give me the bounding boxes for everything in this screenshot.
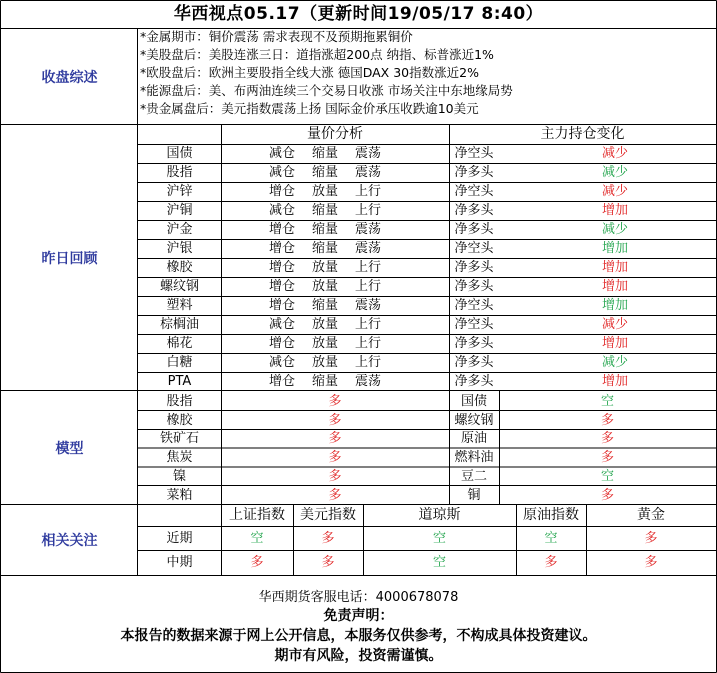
position-change-type: 减仓 (268, 146, 295, 161)
model-left-signal: 多 (328, 487, 342, 503)
holding-change: 减少 (601, 165, 628, 180)
holding-change: 增加 (601, 241, 628, 256)
model-left-name: 股指 (166, 394, 193, 409)
price-trend: 震荡 (354, 241, 381, 256)
summary-block (140, 28, 714, 124)
focus-term-label: 中期 (166, 555, 193, 570)
net-position: 净多头 (454, 203, 494, 218)
focus-signal: 多 (321, 531, 335, 546)
net-position: 净多头 (454, 222, 494, 237)
price-trend: 上行 (354, 184, 381, 199)
model-left-signal: 多 (328, 412, 342, 428)
price-trend: 震荡 (354, 298, 381, 313)
summary-line-energy: *能源盘后：美、布两油连续三个交易日收涨 市场关注中东地缘局势 (140, 83, 513, 98)
net-position: 净多头 (454, 355, 494, 370)
position-change-type: 减仓 (268, 203, 295, 218)
position-change-type: 增仓 (268, 241, 295, 256)
net-position: 净多头 (454, 374, 494, 389)
volume-change-type: 缩量 (311, 203, 338, 218)
holding-change: 增加 (601, 298, 628, 313)
focus-term-label: 近期 (166, 531, 193, 546)
volume-change-type: 放量 (311, 260, 338, 275)
focus-signal: 多 (250, 555, 264, 570)
col-header-position: 主力持仓变化 (540, 126, 625, 142)
holding-change: 减少 (601, 355, 628, 370)
volume-change-type: 缩量 (311, 298, 338, 313)
holding-change: 增加 (601, 336, 628, 351)
model-left-name: 橡胶 (166, 412, 193, 428)
model-right-name: 原油 (460, 431, 487, 447)
volume-change-type: 放量 (311, 355, 338, 370)
position-change-type: 增仓 (268, 222, 295, 237)
net-position: 净空头 (454, 146, 494, 161)
position-change-type: 增仓 (268, 184, 295, 199)
commodity-name: 沪铜 (166, 203, 193, 218)
focus-col-header: 美元指数 (300, 507, 356, 523)
price-trend: 震荡 (354, 222, 381, 237)
section-model-label: 模型 (2, 392, 137, 504)
model-left-name: 铁矿石 (159, 431, 199, 447)
col-header-analysis: 量价分析 (307, 126, 363, 142)
holding-change: 减少 (601, 222, 628, 237)
section-summary-label: 收盘综述 (2, 29, 137, 124)
volume-change-type: 缩量 (311, 165, 338, 180)
position-change-type: 增仓 (268, 374, 295, 389)
commodity-name: 沪金 (166, 222, 193, 237)
focus-col-header: 原油指数 (523, 507, 579, 523)
model-right-name: 铜 (467, 487, 481, 503)
focus-signal: 多 (321, 555, 335, 570)
focus-col-header: 上证指数 (229, 507, 285, 523)
focus-signal: 多 (644, 531, 658, 546)
hotline-text: 华西期货客服电话：4000678078 (258, 590, 459, 604)
volume-change-type: 缩量 (311, 241, 338, 256)
model-left-name: 菜粕 (166, 487, 193, 503)
volume-change-type: 缩量 (311, 146, 338, 161)
holding-change: 减少 (601, 317, 628, 332)
holding-change: 增加 (601, 374, 628, 389)
commodity-name: PTA (167, 374, 192, 389)
net-position: 净空头 (454, 317, 494, 332)
net-position: 净多头 (454, 260, 494, 275)
position-change-type: 减仓 (268, 165, 295, 180)
model-right-signal: 多 (600, 412, 614, 428)
model-left-name: 焦炭 (166, 450, 193, 466)
position-change-type: 增仓 (268, 336, 295, 351)
price-trend: 上行 (354, 279, 381, 294)
disclaimer-text: 本报告的数据来源于网上公开信息，本服务仅供参考，不构成具体投资建议。 (120, 628, 597, 643)
focus-col-header: 道琼斯 (418, 507, 461, 523)
focus-signal: 多 (644, 555, 658, 570)
commodity-name: 沪银 (166, 241, 193, 256)
position-change-type: 减仓 (268, 355, 295, 370)
commodity-name: 白糖 (166, 355, 193, 370)
model-left-signal: 多 (328, 468, 342, 484)
commodity-name: 股指 (166, 165, 193, 180)
volume-change-type: 放量 (311, 279, 338, 294)
price-trend: 震荡 (354, 374, 381, 389)
model-right-signal: 多 (600, 431, 614, 447)
model-left-signal: 多 (328, 450, 342, 466)
commodity-name: 沪锌 (166, 184, 193, 199)
summary-line-us-stocks: *美股盘后：美股连涨三日：道指涨超200点 纳指、标普涨近1% (140, 47, 494, 62)
risk-warning: 期市有风险，投资需谨慎。 (274, 648, 443, 663)
holding-change: 减少 (601, 146, 628, 161)
volume-change-type: 放量 (311, 336, 338, 351)
price-trend: 震荡 (354, 165, 381, 180)
position-change-type: 增仓 (268, 298, 295, 313)
commodity-name: 国债 (166, 146, 193, 161)
volume-change-type: 放量 (311, 317, 338, 332)
holding-change: 减少 (601, 184, 628, 199)
model-right-signal: 多 (600, 487, 614, 503)
commodity-name: 螺纹钢 (159, 279, 199, 294)
volume-change-type: 缩量 (311, 222, 338, 237)
model-right-name: 螺纹钢 (454, 412, 494, 428)
page-title: 华西视点05.17（更新时间19/05/17 8:40） (173, 4, 544, 24)
position-change-type: 增仓 (268, 260, 295, 275)
summary-line-eu-stocks: *欧股盘后：欧洲主要股指全线大涨 德国DAX 30指数涨近2% (140, 65, 479, 80)
price-trend: 震荡 (354, 146, 381, 161)
focus-col-header: 黄金 (637, 507, 665, 523)
summary-line-metals: *金属期市：铜价震荡 需求表现不及预期拖累铜价 (140, 29, 413, 44)
model-right-name: 国债 (460, 394, 487, 409)
position-change-type: 减仓 (268, 317, 295, 332)
focus-signal: 空 (544, 531, 558, 546)
commodity-name: 橡胶 (166, 260, 193, 275)
volume-change-type: 缩量 (311, 374, 338, 389)
net-position: 净空头 (454, 298, 494, 313)
price-trend: 上行 (354, 203, 381, 218)
model-left-name: 镍 (172, 468, 186, 484)
commodity-name: 棕榈油 (159, 317, 199, 332)
model-right-signal: 空 (600, 468, 614, 484)
price-trend: 上行 (354, 336, 381, 351)
holding-change: 增加 (601, 260, 628, 275)
net-position: 净多头 (454, 279, 494, 294)
section-focus-label: 相关关注 (2, 506, 137, 574)
net-position: 净空头 (454, 184, 494, 199)
focus-signal: 多 (544, 555, 558, 570)
position-change-type: 增仓 (268, 279, 295, 294)
model-right-signal: 多 (600, 450, 614, 466)
focus-signal: 空 (250, 531, 264, 546)
commodity-name: 棉花 (166, 336, 193, 351)
model-right-signal: 空 (600, 394, 614, 409)
model-left-signal: 多 (328, 431, 342, 447)
commodity-name: 塑料 (166, 298, 193, 313)
net-position: 净空头 (454, 241, 494, 256)
summary-line-precious: *贵金属盘后：美元指数震荡上扬 国际金价承压收跌逾10美元 (140, 101, 479, 116)
price-trend: 上行 (354, 317, 381, 332)
model-right-name: 燃料油 (454, 450, 494, 466)
volume-change-type: 放量 (311, 184, 338, 199)
focus-signal: 空 (432, 555, 446, 570)
net-position: 净多头 (454, 165, 494, 180)
focus-signal: 空 (432, 531, 446, 546)
net-position: 净多头 (454, 336, 494, 351)
model-left-signal: 多 (328, 394, 342, 409)
section-yesterday-label: 昨日回顾 (2, 126, 137, 390)
price-trend: 上行 (354, 355, 381, 370)
holding-change: 增加 (601, 203, 628, 218)
model-right-name: 豆二 (460, 468, 487, 484)
disclaimer-title: 免责声明： (323, 608, 394, 623)
holding-change: 增加 (601, 279, 628, 294)
price-trend: 上行 (354, 260, 381, 275)
